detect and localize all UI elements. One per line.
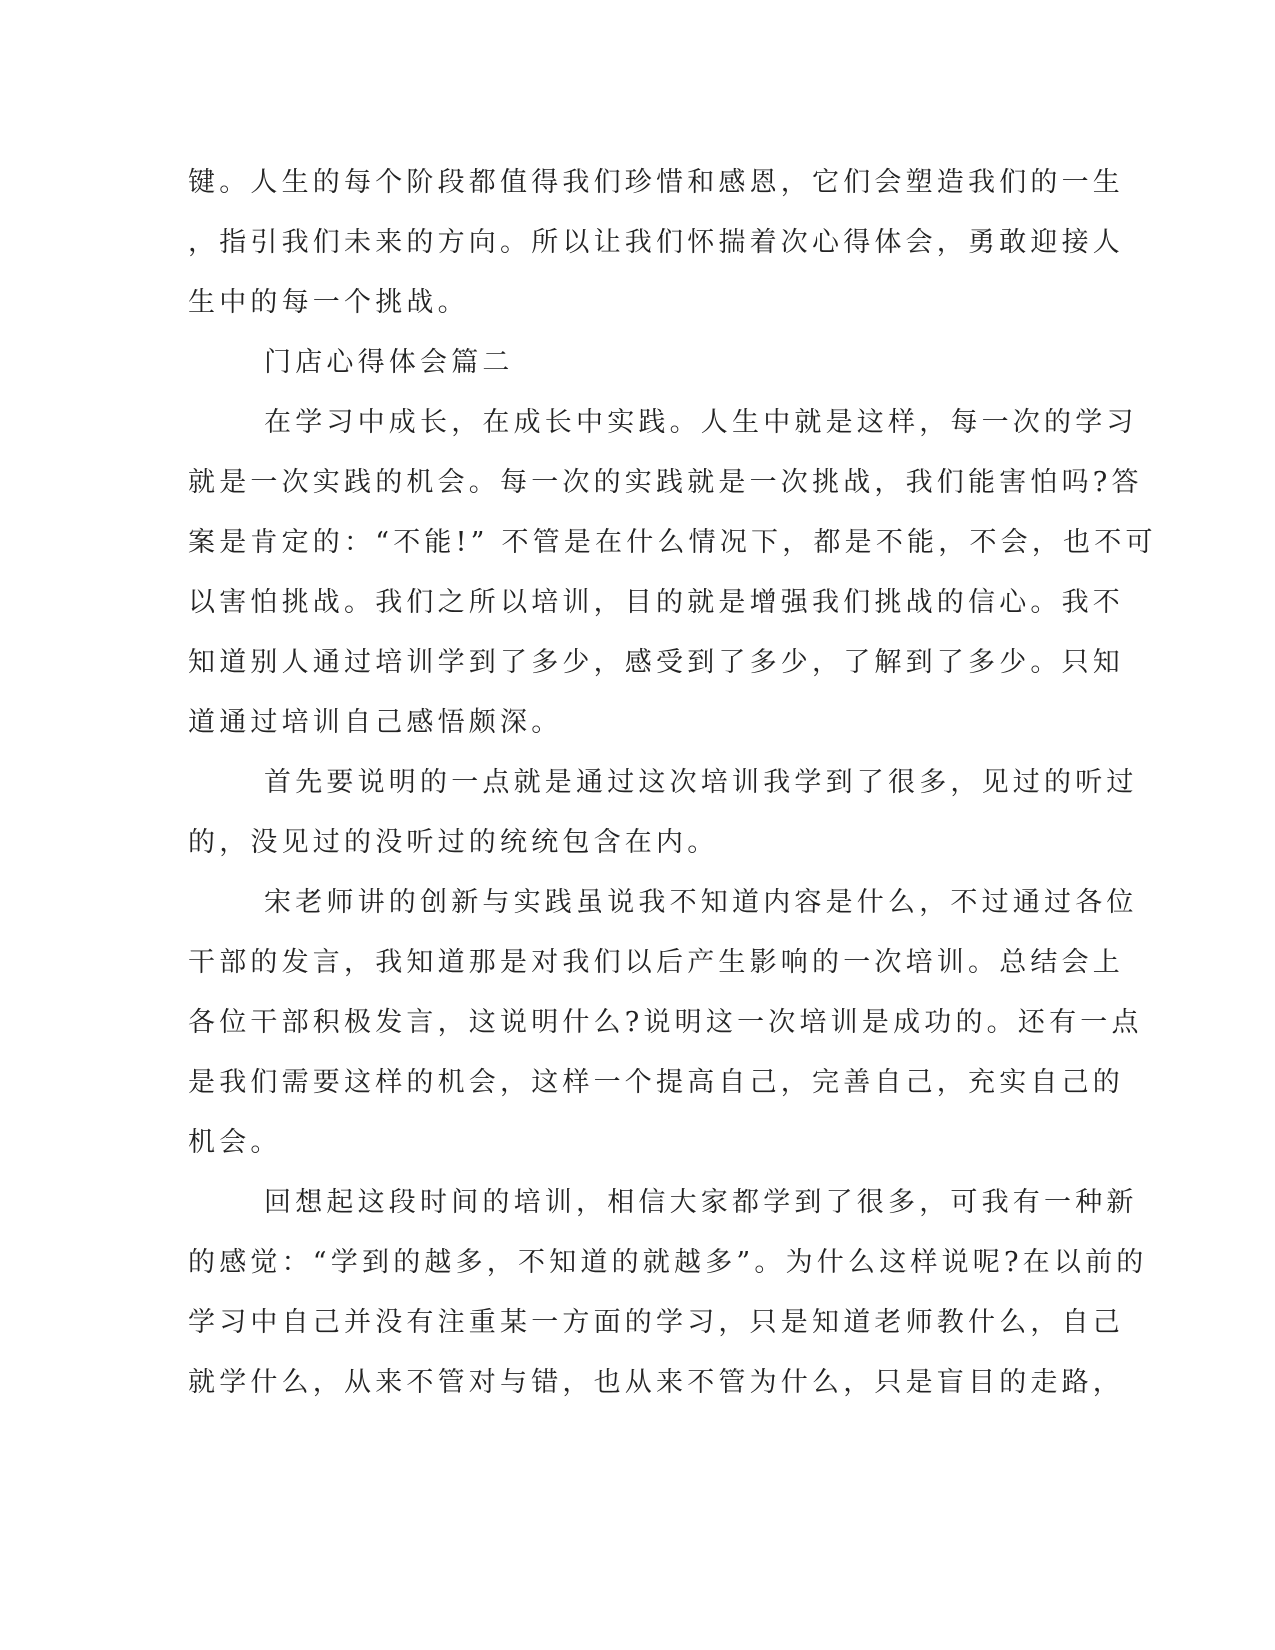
- text-line: 是我们需要这样的机会，这样一个提高自己，完善自己，充实自己的: [188, 1067, 1124, 1098]
- section-heading: 门店心得体会篇二: [264, 347, 514, 378]
- text-line: 就学什么，从来不管对与错，也从来不管为什么，只是盲目的走路，: [188, 1367, 1124, 1398]
- text-line: 知道别人通过培训学到了多少，感受到了多少，了解到了多少。只知: [188, 647, 1124, 678]
- text-line: 机会。: [188, 1127, 282, 1158]
- text-line: 干部的发言，我知道那是对我们以后产生影响的一次培训。总结会上: [188, 947, 1124, 978]
- text-line: 回想起这段时间的培训，相信大家都学到了很多，可我有一种新: [264, 1187, 1138, 1218]
- text-line: 道通过培训自己感悟颇深。: [188, 707, 563, 738]
- text-line: 的感觉：“学到的越多，不知道的就越多”。为什么这样说呢?在以前的: [188, 1247, 1148, 1278]
- text-line: ，指引我们未来的方向。所以让我们怀揣着次心得体会，勇敢迎接人: [188, 227, 1124, 258]
- text-line: 宋老师讲的创新与实践虽说我不知道内容是什么，不过通过各位: [264, 887, 1138, 918]
- text-line: 案是肯定的：“不能!” 不管是在什么情况下，都是不能，不会，也不可: [188, 527, 1157, 558]
- text-line: 就是一次实践的机会。每一次的实践就是一次挑战，我们能害怕吗?答: [188, 467, 1143, 498]
- text-line: 各位干部积极发言，这说明什么?说明这一次培训是成功的。还有一点: [188, 1007, 1143, 1038]
- text-line: 首先要说明的一点就是通过这次培训我学到了很多，见过的听过: [264, 767, 1138, 798]
- text-line: 学习中自己并没有注重某一方面的学习，只是知道老师教什么，自己: [188, 1307, 1124, 1338]
- document-page: [188, 153, 1157, 1413]
- text-line: 在学习中成长，在成长中实践。人生中就是这样，每一次的学习: [264, 407, 1138, 438]
- text-line: 键。人生的每个阶段都值得我们珍惜和感恩，它们会塑造我们的一生: [188, 167, 1124, 198]
- text-line: 生中的每一个挑战。: [188, 287, 469, 318]
- text-line: 的，没见过的没听过的统统包含在内。: [188, 827, 719, 858]
- text-line: 以害怕挑战。我们之所以培训，目的就是增强我们挑战的信心。我不: [188, 587, 1124, 618]
